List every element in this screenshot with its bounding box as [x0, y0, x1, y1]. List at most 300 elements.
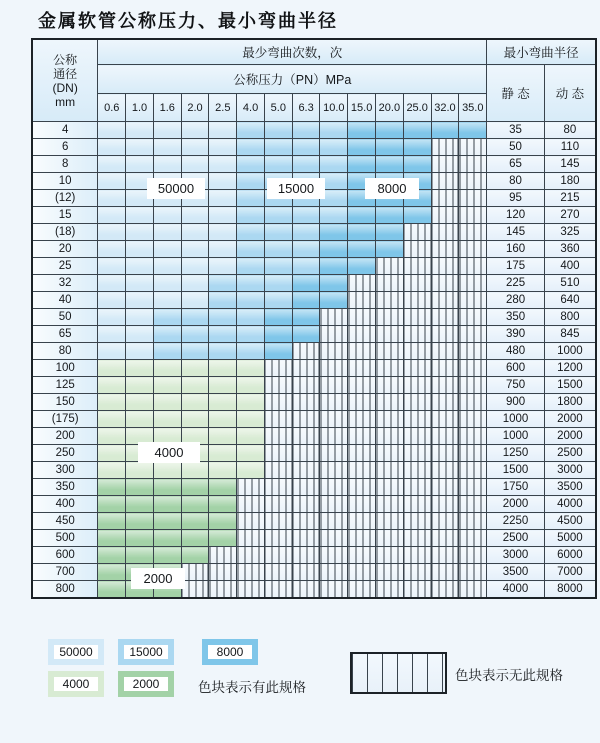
dynamic-radius-value: 845	[544, 326, 596, 343]
no-spec-cell	[459, 207, 487, 224]
pressure-col-header: 6.3	[292, 94, 320, 122]
table-row	[32, 411, 596, 428]
no-spec-cell	[292, 428, 320, 445]
dynamic-radius-value: 800	[544, 309, 596, 326]
spec-cell-50000	[181, 275, 209, 292]
table-row	[32, 394, 596, 411]
spec-cell-2000	[153, 547, 181, 564]
no-spec-cell	[403, 513, 431, 530]
header-dn-line: mm	[55, 94, 76, 109]
no-spec-cell	[403, 309, 431, 326]
no-spec-cell	[264, 360, 292, 377]
no-spec-cell	[348, 411, 376, 428]
spec-cell-50000	[153, 258, 181, 275]
row-label-dn: 250	[32, 445, 98, 462]
pressure-col-header: 32.0	[431, 94, 459, 122]
spec-cell-15000	[292, 241, 320, 258]
static-radius-value: 3000	[487, 547, 545, 564]
no-spec-cell	[320, 394, 348, 411]
no-spec-cell	[320, 411, 348, 428]
no-spec-cell	[348, 275, 376, 292]
dynamic-radius-value: 215	[544, 190, 596, 207]
spec-cell-15000	[237, 258, 265, 275]
spec-cell-50000	[209, 139, 237, 156]
no-spec-cell	[431, 428, 459, 445]
spec-cell-50000	[209, 241, 237, 258]
spec-cell-15000	[237, 139, 265, 156]
spec-cell-8000	[403, 139, 431, 156]
spec-cell-8000	[320, 224, 348, 241]
no-spec-cell	[292, 496, 320, 513]
spec-cell-15000	[237, 156, 265, 173]
spec-cell-8000	[292, 326, 320, 343]
legend-no-spec-note: 色块表示无此规格	[455, 668, 563, 683]
no-spec-cell	[459, 190, 487, 207]
dynamic-radius-value: 80	[544, 122, 596, 139]
spec-cell-50000	[209, 190, 237, 207]
static-radius-value: 225	[487, 275, 545, 292]
legend	[0, 636, 600, 736]
no-spec-cell	[431, 513, 459, 530]
no-spec-cell	[459, 547, 487, 564]
no-spec-cell	[376, 496, 404, 513]
no-spec-cell	[403, 360, 431, 377]
no-spec-cell	[376, 530, 404, 547]
table-row	[32, 139, 596, 156]
no-spec-cell	[348, 428, 376, 445]
no-spec-cell	[431, 462, 459, 479]
spec-cell-50000	[98, 343, 126, 360]
spec-cell-50000	[153, 156, 181, 173]
spec-cell-15000	[264, 207, 292, 224]
no-spec-cell	[348, 309, 376, 326]
spec-cell-4000	[181, 462, 209, 479]
dynamic-radius-value: 6000	[544, 547, 596, 564]
no-spec-cell	[376, 275, 404, 292]
no-spec-cell	[431, 445, 459, 462]
spec-cell-50000	[181, 224, 209, 241]
no-spec-cell	[348, 479, 376, 496]
static-radius-value: 1000	[487, 428, 545, 445]
spec-cell-15000	[209, 275, 237, 292]
spec-cell-50000	[181, 292, 209, 309]
band-label-2000: 2000	[131, 568, 185, 589]
legend-swatch-2000: 2000	[118, 671, 174, 697]
no-spec-cell	[459, 224, 487, 241]
row-label-dn: 150	[32, 394, 98, 411]
spec-cell-50000	[126, 139, 154, 156]
spec-cell-50000	[126, 224, 154, 241]
spec-cell-8000	[431, 122, 459, 139]
spec-cell-15000	[209, 309, 237, 326]
spec-cell-50000	[181, 258, 209, 275]
header-static: 静 态	[487, 65, 545, 122]
no-spec-cell	[431, 581, 459, 598]
no-spec-cell	[264, 564, 292, 581]
no-spec-cell	[431, 258, 459, 275]
table-row	[32, 581, 596, 598]
no-spec-cell	[459, 462, 487, 479]
dynamic-radius-value: 180	[544, 173, 596, 190]
row-label-dn: 32	[32, 275, 98, 292]
spec-cell-50000	[98, 241, 126, 258]
row-label-dn: 15	[32, 207, 98, 224]
spec-cell-2000	[98, 496, 126, 513]
no-spec-cell	[181, 581, 209, 598]
spec-cell-50000	[181, 241, 209, 258]
spec-cell-15000	[237, 224, 265, 241]
static-radius-value: 900	[487, 394, 545, 411]
table-row	[32, 513, 596, 530]
spec-cell-15000	[209, 326, 237, 343]
no-spec-cell	[292, 513, 320, 530]
spec-cell-2000	[153, 530, 181, 547]
legend-no-spec-swatch	[350, 652, 447, 694]
row-label-dn: 40	[32, 292, 98, 309]
row-label-dn: (18)	[32, 224, 98, 241]
row-label-dn: 25	[32, 258, 98, 275]
spec-cell-4000	[237, 411, 265, 428]
no-spec-cell	[237, 581, 265, 598]
spec-cell-50000	[181, 207, 209, 224]
spec-cell-8000	[320, 241, 348, 258]
no-spec-cell	[237, 496, 265, 513]
dynamic-radius-value: 3500	[544, 479, 596, 496]
spec-cell-15000	[153, 343, 181, 360]
no-spec-cell	[431, 156, 459, 173]
spec-cell-15000	[237, 275, 265, 292]
static-radius-value: 50	[487, 139, 545, 156]
spec-cell-15000	[264, 122, 292, 139]
spec-cell-2000	[126, 479, 154, 496]
spec-cell-8000	[264, 326, 292, 343]
spec-cell-50000	[181, 156, 209, 173]
header-pressure: 公称压力（PN）MPa	[98, 65, 487, 94]
no-spec-cell	[292, 564, 320, 581]
pressure-col-header: 20.0	[376, 94, 404, 122]
header-dn-cell	[32, 39, 98, 122]
no-spec-cell	[348, 360, 376, 377]
spec-cell-8000	[264, 343, 292, 360]
spec-cell-4000	[98, 462, 126, 479]
no-spec-cell	[264, 547, 292, 564]
table-row	[32, 530, 596, 547]
static-radius-value: 750	[487, 377, 545, 394]
spec-cell-15000	[264, 139, 292, 156]
dynamic-radius-value: 5000	[544, 530, 596, 547]
no-spec-cell	[376, 479, 404, 496]
no-spec-cell	[431, 564, 459, 581]
static-radius-value: 1500	[487, 462, 545, 479]
pressure-col-header: 1.6	[153, 94, 181, 122]
dynamic-radius-value: 1200	[544, 360, 596, 377]
spec-cell-2000	[181, 479, 209, 496]
spec-cell-8000	[348, 156, 376, 173]
spec-cell-50000	[98, 156, 126, 173]
dynamic-radius-value: 360	[544, 241, 596, 258]
dynamic-radius-value: 640	[544, 292, 596, 309]
no-spec-cell	[320, 581, 348, 598]
table-row	[32, 309, 596, 326]
no-spec-cell	[459, 428, 487, 445]
pressure-col-header: 0.6	[98, 94, 126, 122]
row-label-dn: 10	[32, 173, 98, 190]
no-spec-cell	[264, 411, 292, 428]
no-spec-cell	[459, 496, 487, 513]
no-spec-cell	[292, 445, 320, 462]
no-spec-cell	[292, 462, 320, 479]
no-spec-cell	[376, 394, 404, 411]
no-spec-cell	[431, 377, 459, 394]
row-label-dn: 20	[32, 241, 98, 258]
dynamic-radius-value: 2000	[544, 428, 596, 445]
no-spec-cell	[292, 479, 320, 496]
spec-cell-15000	[181, 326, 209, 343]
spec-cell-4000	[98, 394, 126, 411]
pressure-col-header: 1.0	[126, 94, 154, 122]
spec-cell-15000	[237, 173, 265, 190]
dynamic-radius-value: 145	[544, 156, 596, 173]
no-spec-cell	[348, 496, 376, 513]
dynamic-radius-value: 7000	[544, 564, 596, 581]
spec-cell-15000	[320, 139, 348, 156]
pressure-col-header: 15.0	[348, 94, 376, 122]
no-spec-cell	[403, 479, 431, 496]
no-spec-cell	[320, 530, 348, 547]
no-spec-cell	[459, 581, 487, 598]
no-spec-cell	[264, 462, 292, 479]
no-spec-cell	[403, 581, 431, 598]
dynamic-radius-value: 4500	[544, 513, 596, 530]
legend-swatch-8000: 8000	[202, 639, 258, 665]
spec-cell-8000	[459, 122, 487, 139]
row-label-dn: 600	[32, 547, 98, 564]
spec-cell-50000	[98, 139, 126, 156]
no-spec-cell	[431, 496, 459, 513]
spec-cell-50000	[209, 258, 237, 275]
spec-cell-8000	[320, 275, 348, 292]
spec-cell-50000	[153, 241, 181, 258]
no-spec-cell	[459, 309, 487, 326]
spec-cell-15000	[292, 156, 320, 173]
dynamic-radius-value: 1000	[544, 343, 596, 360]
no-spec-cell	[264, 513, 292, 530]
static-radius-value: 2250	[487, 513, 545, 530]
no-spec-cell	[403, 258, 431, 275]
no-spec-cell	[459, 241, 487, 258]
spec-cell-4000	[237, 360, 265, 377]
spec-cell-15000	[237, 207, 265, 224]
no-spec-cell	[348, 462, 376, 479]
spec-cell-50000	[98, 173, 126, 190]
static-radius-value: 480	[487, 343, 545, 360]
spec-cell-2000	[209, 530, 237, 547]
legend-swatch-15000: 15000	[118, 639, 174, 665]
spec-cell-4000	[98, 360, 126, 377]
dynamic-radius-value: 510	[544, 275, 596, 292]
no-spec-cell	[264, 394, 292, 411]
row-label-dn: (12)	[32, 190, 98, 207]
static-radius-value: 1250	[487, 445, 545, 462]
spec-cell-15000	[237, 343, 265, 360]
spec-cell-15000	[264, 241, 292, 258]
spec-cell-15000	[237, 241, 265, 258]
static-radius-value: 120	[487, 207, 545, 224]
no-spec-cell	[292, 394, 320, 411]
pressure-col-header: 35.0	[459, 94, 487, 122]
row-label-dn: 200	[32, 428, 98, 445]
spec-cell-50000	[98, 258, 126, 275]
spec-cell-4000	[126, 394, 154, 411]
table-row	[32, 496, 596, 513]
table-row	[32, 360, 596, 377]
no-spec-cell	[376, 360, 404, 377]
no-spec-cell	[459, 394, 487, 411]
dynamic-radius-value: 4000	[544, 496, 596, 513]
no-spec-cell	[403, 530, 431, 547]
spec-cell-4000	[209, 377, 237, 394]
header-dn-line: (DN)	[52, 80, 78, 95]
no-spec-cell	[292, 360, 320, 377]
no-spec-cell	[431, 360, 459, 377]
spec-cell-2000	[209, 479, 237, 496]
spec-cell-4000	[209, 428, 237, 445]
spec-cell-4000	[209, 462, 237, 479]
table-row	[32, 428, 596, 445]
no-spec-cell	[403, 224, 431, 241]
spec-cell-4000	[181, 360, 209, 377]
spec-cell-50000	[153, 139, 181, 156]
no-spec-cell	[376, 411, 404, 428]
spec-cell-4000	[237, 428, 265, 445]
spec-cell-8000	[403, 156, 431, 173]
spec-cell-2000	[98, 530, 126, 547]
static-radius-value: 280	[487, 292, 545, 309]
no-spec-cell	[459, 343, 487, 360]
static-radius-value: 3500	[487, 564, 545, 581]
no-spec-cell	[459, 564, 487, 581]
band-label-4000: 4000	[138, 442, 200, 463]
no-spec-cell	[459, 530, 487, 547]
spec-cell-50000	[209, 207, 237, 224]
dynamic-radius-value: 110	[544, 139, 596, 156]
table-row	[32, 156, 596, 173]
spec-cell-8000	[320, 292, 348, 309]
spec-cell-50000	[98, 122, 126, 139]
spec-cell-50000	[98, 207, 126, 224]
spec-cell-50000	[126, 343, 154, 360]
page-title: 金属软管公称压力、最小弯曲半径	[38, 11, 338, 32]
spec-cell-50000	[98, 326, 126, 343]
no-spec-cell	[459, 156, 487, 173]
no-spec-cell	[376, 292, 404, 309]
spec-cell-8000	[376, 139, 404, 156]
no-spec-cell	[348, 581, 376, 598]
spec-cell-15000	[292, 258, 320, 275]
no-spec-cell	[403, 241, 431, 258]
spec-cell-15000	[292, 122, 320, 139]
static-radius-value: 80	[487, 173, 545, 190]
no-spec-cell	[459, 275, 487, 292]
no-spec-cell	[376, 377, 404, 394]
spec-cell-50000	[126, 241, 154, 258]
no-spec-cell	[459, 377, 487, 394]
dynamic-radius-value: 3000	[544, 462, 596, 479]
no-spec-cell	[264, 377, 292, 394]
static-radius-value: 2500	[487, 530, 545, 547]
no-spec-cell	[348, 547, 376, 564]
row-label-dn: 8	[32, 156, 98, 173]
no-spec-cell	[459, 411, 487, 428]
spec-cell-4000	[209, 445, 237, 462]
dynamic-radius-value: 1500	[544, 377, 596, 394]
no-spec-cell	[459, 513, 487, 530]
spec-cell-2000	[181, 496, 209, 513]
spec-cell-8000	[403, 122, 431, 139]
no-spec-cell	[348, 530, 376, 547]
spec-cell-8000	[376, 241, 404, 258]
no-spec-cell	[431, 173, 459, 190]
no-spec-cell	[209, 564, 237, 581]
no-spec-cell	[348, 326, 376, 343]
static-radius-value: 600	[487, 360, 545, 377]
spec-cell-15000	[237, 122, 265, 139]
no-spec-cell	[376, 309, 404, 326]
no-spec-cell	[264, 479, 292, 496]
static-radius-value: 35	[487, 122, 545, 139]
spec-cell-2000	[153, 496, 181, 513]
no-spec-cell	[403, 496, 431, 513]
table-row	[32, 241, 596, 258]
static-radius-value: 4000	[487, 581, 545, 598]
spec-cell-4000	[126, 462, 154, 479]
table-row	[32, 292, 596, 309]
no-spec-cell	[403, 445, 431, 462]
spec-cell-2000	[181, 513, 209, 530]
spec-cell-8000	[348, 122, 376, 139]
spec-cell-2000	[126, 496, 154, 513]
spec-cell-4000	[153, 462, 181, 479]
spec-cell-4000	[181, 411, 209, 428]
static-radius-value: 95	[487, 190, 545, 207]
spec-cell-2000	[126, 530, 154, 547]
spec-cell-2000	[209, 513, 237, 530]
spec-cell-4000	[153, 377, 181, 394]
no-spec-cell	[431, 411, 459, 428]
no-spec-cell	[237, 547, 265, 564]
no-spec-cell	[403, 275, 431, 292]
spec-cell-50000	[98, 292, 126, 309]
no-spec-cell	[320, 479, 348, 496]
no-spec-cell	[431, 241, 459, 258]
spec-cell-4000	[98, 411, 126, 428]
no-spec-cell	[431, 139, 459, 156]
spec-cell-4000	[209, 394, 237, 411]
no-spec-cell	[264, 445, 292, 462]
row-label-dn: 4	[32, 122, 98, 139]
static-radius-value: 2000	[487, 496, 545, 513]
spec-cell-50000	[209, 224, 237, 241]
spec-cell-50000	[126, 258, 154, 275]
dynamic-radius-value: 2500	[544, 445, 596, 462]
row-label-dn: 100	[32, 360, 98, 377]
no-spec-cell	[376, 258, 404, 275]
spec-cell-8000	[348, 224, 376, 241]
no-spec-cell	[320, 496, 348, 513]
spec-cell-2000	[126, 513, 154, 530]
spec-cell-4000	[153, 360, 181, 377]
no-spec-cell	[237, 564, 265, 581]
